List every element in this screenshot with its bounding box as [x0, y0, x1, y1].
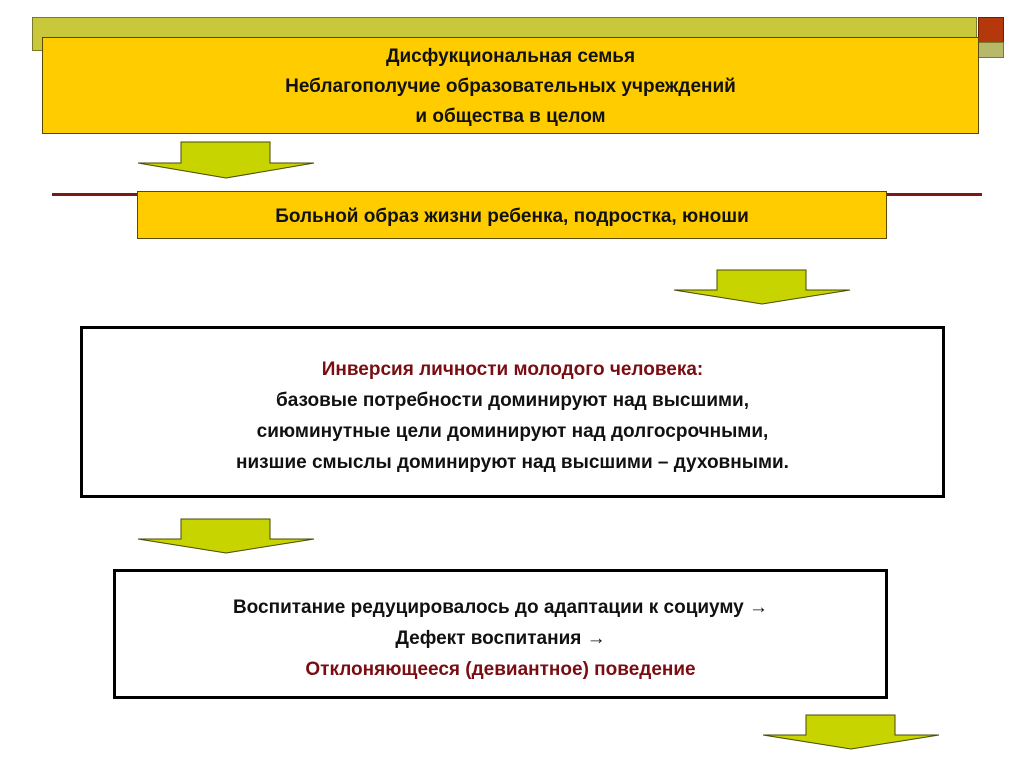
- down-arrow-3: [137, 518, 315, 554]
- block1-line2: Неблагополучие образовательных учреждений: [285, 76, 736, 97]
- down-arrow-2: [673, 269, 851, 305]
- block-unhealthy-lifestyle: [137, 191, 887, 239]
- block4-line3: Отклоняющееся (девиантное) поведение: [305, 659, 696, 680]
- block3-line3: низшие смыслы доминируют над высшими – духовными.: [236, 452, 789, 473]
- block1-line3: и общества в целом: [415, 106, 606, 127]
- block-personality-inversion: [80, 326, 945, 498]
- decorative-square-olive: [978, 42, 1004, 58]
- block3-heading: Инверсия личности молодого человека:: [321, 359, 704, 380]
- block4-line2: Дефект воспитания →: [395, 628, 606, 649]
- down-arrow-4: [762, 714, 940, 750]
- block4-line1: Воспитание редуцировалось до адаптации к социуму →: [232, 597, 769, 618]
- block-upbringing-defect: [113, 569, 888, 699]
- block1-line1: Дисфукциональная семья: [385, 46, 636, 67]
- block2-text: Больной образ жизни ребенка, подростка, юноши: [275, 206, 749, 227]
- block3-line1: базовые потребности доминируют над высшими,: [275, 390, 750, 411]
- down-arrow-1: [137, 141, 315, 179]
- block3-line2: сиюминутные цели доминируют над долгосрочными,: [256, 421, 769, 442]
- decorative-square-red: [978, 17, 1004, 43]
- block-dysfunctional-family: [42, 37, 979, 134]
